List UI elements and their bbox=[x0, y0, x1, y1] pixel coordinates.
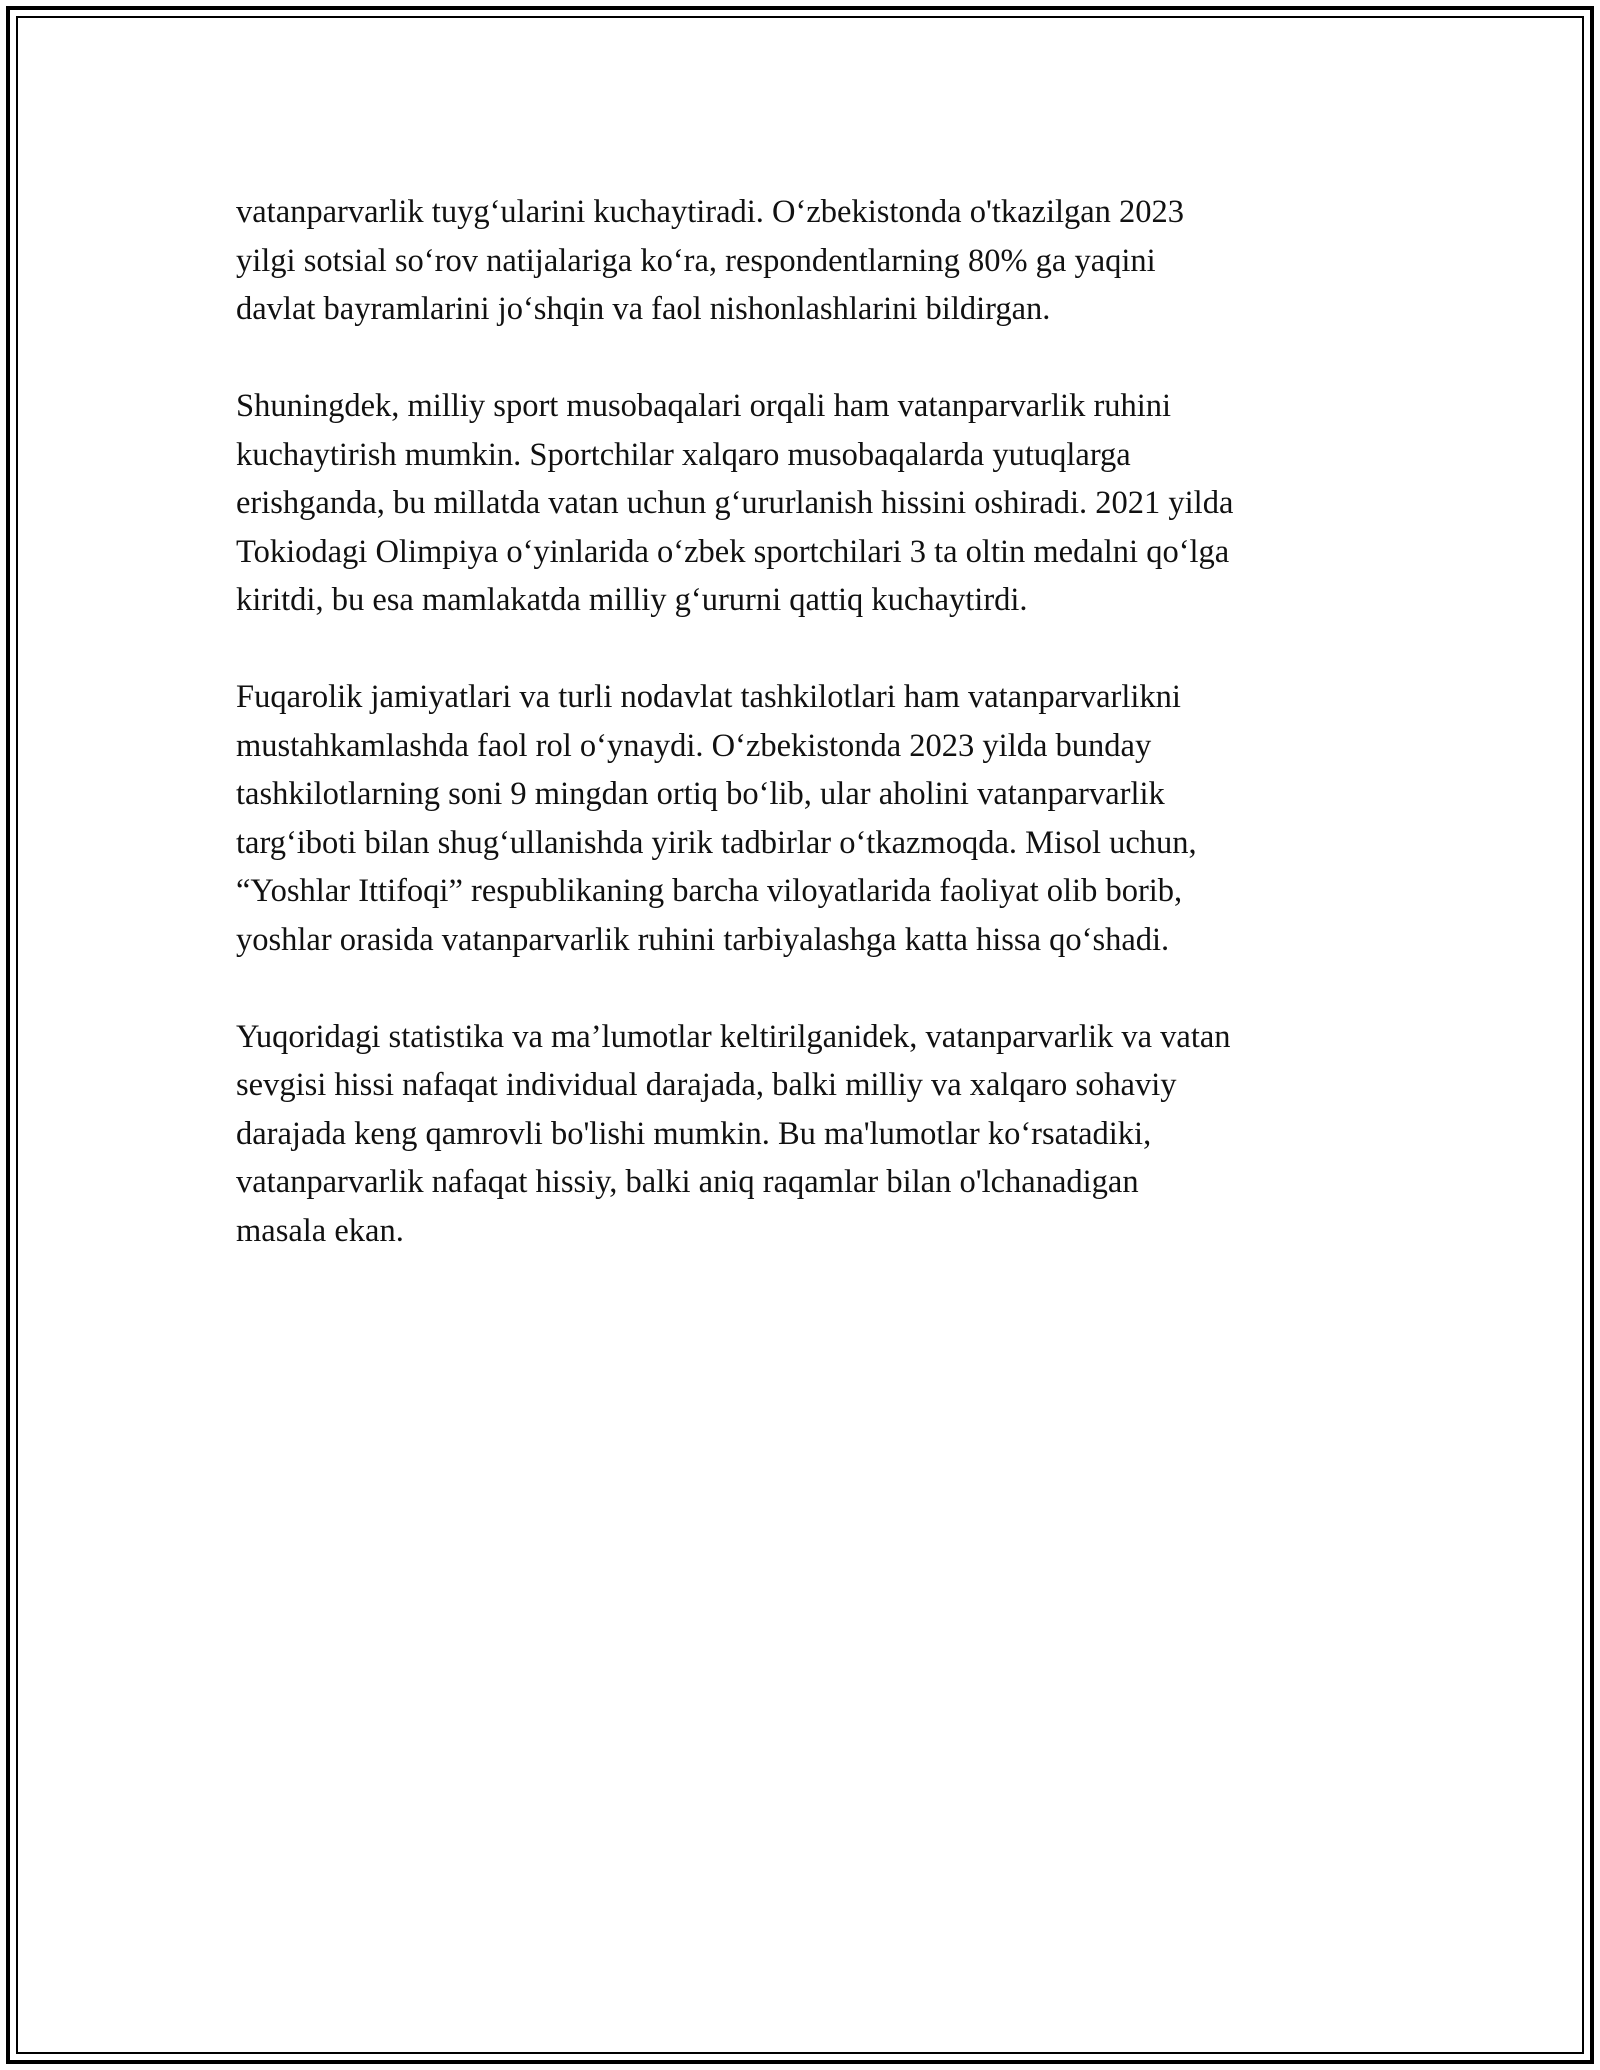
text-line: vatanparvarlik nafaqat hissiy, balki aniq raqamlar bilan o'lchanadigan bbox=[236, 1164, 1139, 1200]
text-line: yoshlar orasida vatanparvarlik ruhini tarbiyalashga katta hissa qo‘shadi. bbox=[236, 921, 1170, 958]
text-line: Yuqoridagi statistika va ma’lumotlar keltirilganidek, vatanparvarlik va vatan bbox=[236, 1018, 1231, 1055]
text-line: yilgi sotsial so‘rov natijalariga ko‘ra, respondentlarning 80% ga yaqini bbox=[236, 242, 1156, 279]
text-line: targ‘iboti bilan shug‘ullanishda yirik tadbirlar o‘tkazmoqda. Misol uchun, bbox=[236, 824, 1197, 861]
paragraph-civil-society bbox=[236, 673, 1366, 964]
text-line: erishganda, bu millatda vatan uchun g‘ururlanish hissini oshiradi. 2021 yilda bbox=[236, 485, 1234, 521]
text-line: Tokiodagi Olimpiya o‘yinlarida o‘zbek sportchilari 3 ta oltin medalni qo‘lga bbox=[236, 533, 1230, 570]
text-line: vatanparvarlik tuyg‘ularini kuchaytiradi. O‘zbekistonda o'tkazilgan 2023 bbox=[236, 194, 1185, 230]
text-line: kuchaytirish mumkin. Sportchilar xalqaro musobaqalarda yutuqlarga bbox=[236, 436, 1131, 473]
paragraph-conclusion bbox=[236, 1013, 1366, 1256]
text-line: kiritdi, bu esa mamlakatda milliy g‘ururni qattiq kuchaytirdi. bbox=[236, 582, 1028, 618]
paragraph-sport-competitions bbox=[236, 382, 1366, 625]
text-line: “Yoshlar Ittifoqi” respublikaning barcha viloyatlarida faoliyat olib borib, bbox=[236, 873, 1183, 909]
text-line: tashkilotlarning soni 9 mingdan ortiq bo‘lib, ular aholini vatanparvarlik bbox=[236, 776, 1165, 812]
document-body bbox=[236, 188, 1366, 1304]
paragraph-patriotism-survey bbox=[236, 188, 1366, 334]
text-line: davlat bayramlarini jo‘shqin va faol nishonlashlarini bildirgan. bbox=[236, 291, 1051, 327]
text-line: sevgisi hissi nafaqat individual darajada, balki milliy va xalqaro sohaviy bbox=[236, 1067, 1177, 1103]
text-line: mustahkamlashda faol rol o‘ynaydi. O‘zbekistonda 2023 yilda bunday bbox=[236, 727, 1152, 764]
text-line: Fuqarolik jamiyatlari va turli nodavlat tashkilotlari ham vatanparvarlikni bbox=[236, 679, 1181, 715]
text-line: darajada keng qamrovli bo'lishi mumkin. Bu ma'lumotlar ko‘rsatadiki, bbox=[236, 1115, 1152, 1152]
text-line: masala ekan. bbox=[236, 1212, 404, 1249]
text-line: Shuningdek, milliy sport musobaqalari orqali ham vatanparvarlik ruhini bbox=[236, 388, 1172, 424]
